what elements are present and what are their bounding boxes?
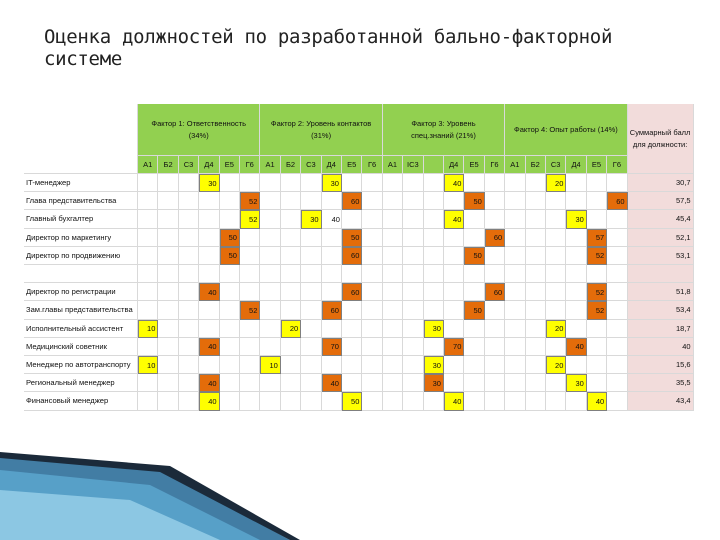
subfactor-code: Г6 [485, 156, 505, 174]
total-score: 43,4 [628, 392, 694, 410]
position-name: Глава представительства [24, 192, 138, 210]
position-name: Исполнительный ассистент [24, 320, 138, 338]
subfactor-code: Г6 [362, 156, 382, 174]
score-cell: 40 [587, 392, 607, 410]
score-annotation: 40 [331, 214, 340, 224]
total-score: 57,5 [628, 192, 694, 210]
subfactor-code: А1 [260, 156, 280, 174]
score-cell: 60 [342, 283, 362, 301]
score-cell: 40 [444, 174, 464, 192]
score-cell: 40 [199, 283, 219, 301]
subfactor-code: А1 [383, 156, 403, 174]
score-cell: 40 [199, 392, 219, 410]
score-cell: 40 [444, 392, 464, 410]
score-cell: 30 [566, 210, 586, 228]
subfactor-code: Б2 [158, 156, 178, 174]
score-cell: 50 [464, 192, 484, 210]
score-cell: 50 [342, 229, 362, 247]
subfactor-code: Б2 [526, 156, 546, 174]
score-cell: 40 [199, 338, 219, 356]
subfactor-code: ІС3 [403, 156, 423, 174]
subfactor-code: Г6 [607, 156, 627, 174]
total-score: 51,8 [628, 283, 694, 301]
total-score: 52,1 [628, 229, 694, 247]
score-cell: 10 [138, 356, 158, 374]
score-cell: 10 [260, 356, 280, 374]
total-score: 53,1 [628, 247, 694, 265]
score-cell: 60 [485, 283, 505, 301]
total-score: 40 [628, 338, 694, 356]
score-cell: 52 [240, 210, 260, 228]
score-cell: 50 [220, 229, 240, 247]
score-cell: 50 [464, 247, 484, 265]
position-name: IT-менеджер [24, 174, 138, 192]
subfactor-code: А1 [505, 156, 525, 174]
factor-header: Фактор 3: Уровень спец.знаний (21%) [383, 104, 505, 156]
score-cell: 30 [322, 174, 342, 192]
position-name: Директор по регистрации [24, 283, 138, 301]
score-cell: 52 [587, 283, 607, 301]
position-name: Медицинский советник [24, 338, 138, 356]
score-cell: 52 [240, 301, 260, 319]
score-cell: 30 [424, 374, 444, 392]
score-cell: 30 [199, 174, 219, 192]
score-cell: 50 [464, 301, 484, 319]
factor-header: Фактор 2: Уровень контактов (31%) [260, 104, 382, 156]
subfactor-code: Е5 [220, 156, 240, 174]
score-cell: 70 [444, 338, 464, 356]
subfactor-code: Д4 [199, 156, 219, 174]
score-cell: 30 [424, 320, 444, 338]
score-cell: 52 [587, 301, 607, 319]
position-name: Директор по маркетингу [24, 229, 138, 247]
total-score: 18,7 [628, 320, 694, 338]
subfactor-code: С3 [301, 156, 321, 174]
score-cell: 20 [546, 320, 566, 338]
total-score: 53,4 [628, 301, 694, 319]
score-cell: 52 [240, 192, 260, 210]
score-cell: 50 [220, 247, 240, 265]
score-cell: 40 [566, 338, 586, 356]
score-cell: 20 [281, 320, 301, 338]
score-cell: 40 [199, 374, 219, 392]
score-cell: 30 [566, 374, 586, 392]
slide-title: Оценка должностей по разработанной бально-факторной системе [44, 26, 613, 70]
subfactor-code: Б2 [281, 156, 301, 174]
score-cell: 52 [587, 247, 607, 265]
position-name: Финансовый менеджер [24, 392, 138, 410]
score-cell: 30 [424, 356, 444, 374]
subfactor-code: Е5 [464, 156, 484, 174]
score-cell: 70 [322, 338, 342, 356]
subfactor-code: С3 [546, 156, 566, 174]
factor-header: Фактор 4: Опыт работы (14%) [505, 104, 627, 156]
position-name: Директор по продвижению [24, 247, 138, 265]
subfactor-code: С3 [179, 156, 199, 174]
score-cell: 60 [322, 301, 342, 319]
position-name: Региональный менеджер [24, 374, 138, 392]
total-score: 35,5 [628, 374, 694, 392]
total-header: Суммарный балл для должности: [628, 104, 694, 174]
position-name: Менеджер по автотранспорту [24, 356, 138, 374]
score-cell: 40 [322, 374, 342, 392]
position-name: Главный бухгалтер [24, 210, 138, 228]
subfactor-code: Г6 [240, 156, 260, 174]
score-cell: 60 [607, 192, 627, 210]
score-cell: 60 [342, 247, 362, 265]
score-cell: 10 [138, 320, 158, 338]
subfactor-code: А1 [138, 156, 158, 174]
score-cell: 60 [342, 192, 362, 210]
score-cell: 40 [444, 210, 464, 228]
score-cell: 20 [546, 174, 566, 192]
score-cell: 50 [342, 392, 362, 410]
subfactor-code: Д4 [444, 156, 464, 174]
subfactor-code: Д4 [566, 156, 586, 174]
score-cell: 20 [546, 356, 566, 374]
factor-header: Фактор 1: Ответственность (34%) [138, 104, 260, 156]
total-score: 15,6 [628, 356, 694, 374]
score-cell: 30 [301, 210, 321, 228]
subfactor-code: Д4 [322, 156, 342, 174]
subfactor-code: Е5 [342, 156, 362, 174]
total-score: 45,4 [628, 210, 694, 228]
score-cell: 57 [587, 229, 607, 247]
position-name: Зам.главы представительства [24, 301, 138, 319]
subfactor-code: Е5 [587, 156, 607, 174]
score-cell: 60 [485, 229, 505, 247]
total-score: 30,7 [628, 174, 694, 192]
